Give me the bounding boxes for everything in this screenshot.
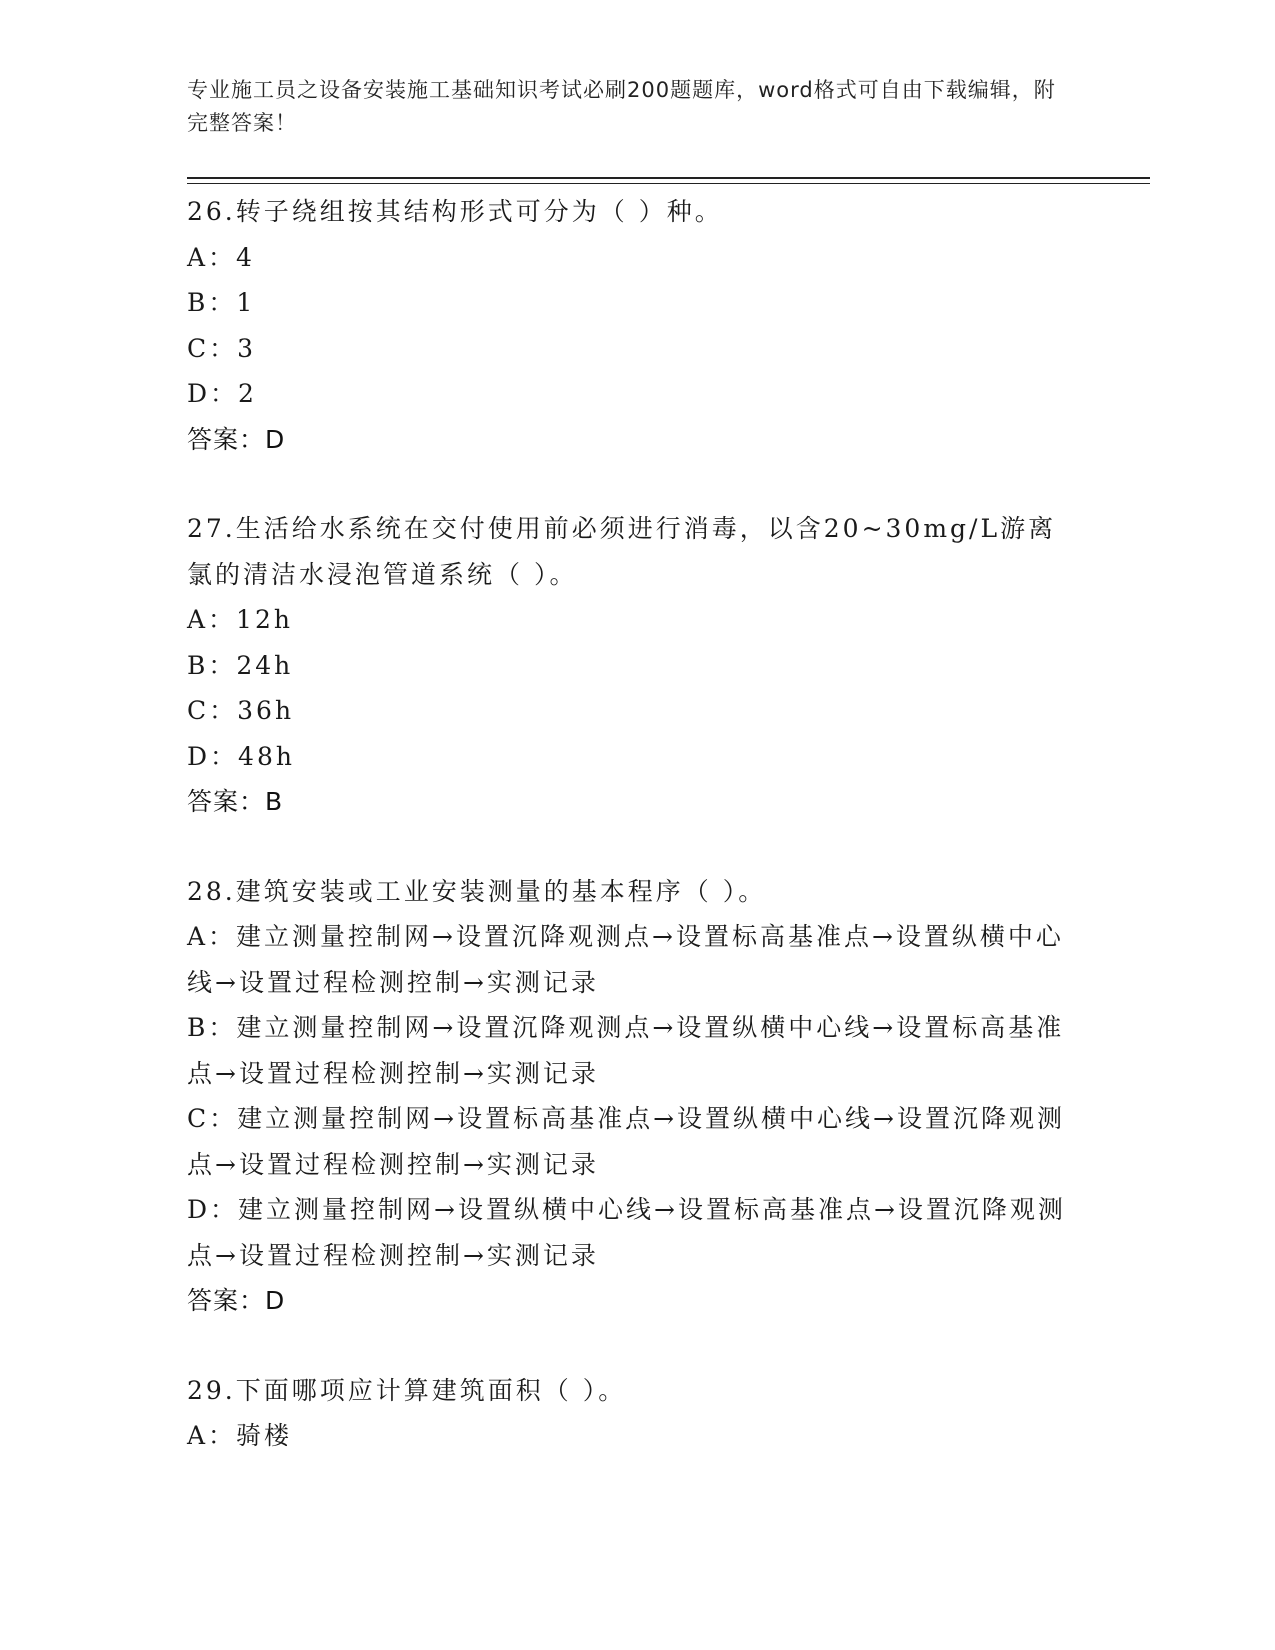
option-b: B：建立测量控制网→设置沉降观测点→设置纵横中心线→设置标高基准点→设置过程检测控制→实测记录 — [187, 1013, 1065, 1088]
page-header — [187, 74, 1067, 140]
question-26 — [187, 189, 1077, 462]
option-d: D：48h — [187, 741, 295, 771]
header-title: 专业施工员之设备安装施工基础知识考试必刷200题题库，word格式可自由下载编辑，附完整答案！ — [187, 78, 1056, 135]
header-divider-thick — [187, 177, 1150, 179]
option-b: B：24h — [187, 650, 294, 680]
question-list — [187, 189, 1077, 1459]
question-text: 29.下面哪项应计算建筑面积（ ）。 — [187, 1375, 627, 1405]
spacer — [187, 825, 1077, 869]
question-text: 26.转子绕组按其结构形式可分为（ ）种。 — [187, 197, 723, 226]
option-a: A：建立测量控制网→设置沉降观测点→设置标高基准点→设置纵横中心线→设置过程检测控制→实测记录 — [187, 922, 1064, 997]
option-a: A：骑楼 — [187, 1421, 293, 1450]
question-text: 28.建筑安装或工业安装测量的基本程序（ ）。 — [187, 876, 767, 906]
option-c: C：36h — [187, 696, 295, 725]
option-a: A：12h — [187, 605, 293, 634]
spacer — [187, 462, 1077, 506]
question-29 — [187, 1368, 1077, 1459]
option-c: C：建立测量控制网→设置标高基准点→设置纵横中心线→设置沉降观测点→设置过程检测控制→实测记录 — [187, 1104, 1065, 1179]
question-27 — [187, 506, 1077, 825]
option-a: A：4 — [187, 242, 255, 272]
option-d: D：建立测量控制网→设置纵横中心线→设置标高基准点→设置沉降观测点→设置过程检测控制→实测记录 — [187, 1195, 1066, 1270]
answer: 答案：D — [187, 424, 286, 454]
header-divider-thin — [187, 183, 1150, 184]
option-d: D：2 — [187, 379, 257, 408]
answer: 答案：B — [187, 787, 284, 816]
spacer — [187, 1324, 1077, 1368]
option-b: B：1 — [187, 288, 256, 317]
question-text: 27.生活给水系统在交付使用前必须进行消毒，以含20~30mg/L游离氯的清洁水浸泡管道系统（ ）。 — [187, 514, 1057, 589]
question-28 — [187, 869, 1077, 1324]
option-c: C：3 — [187, 333, 257, 363]
answer: 答案：D — [187, 1286, 286, 1315]
